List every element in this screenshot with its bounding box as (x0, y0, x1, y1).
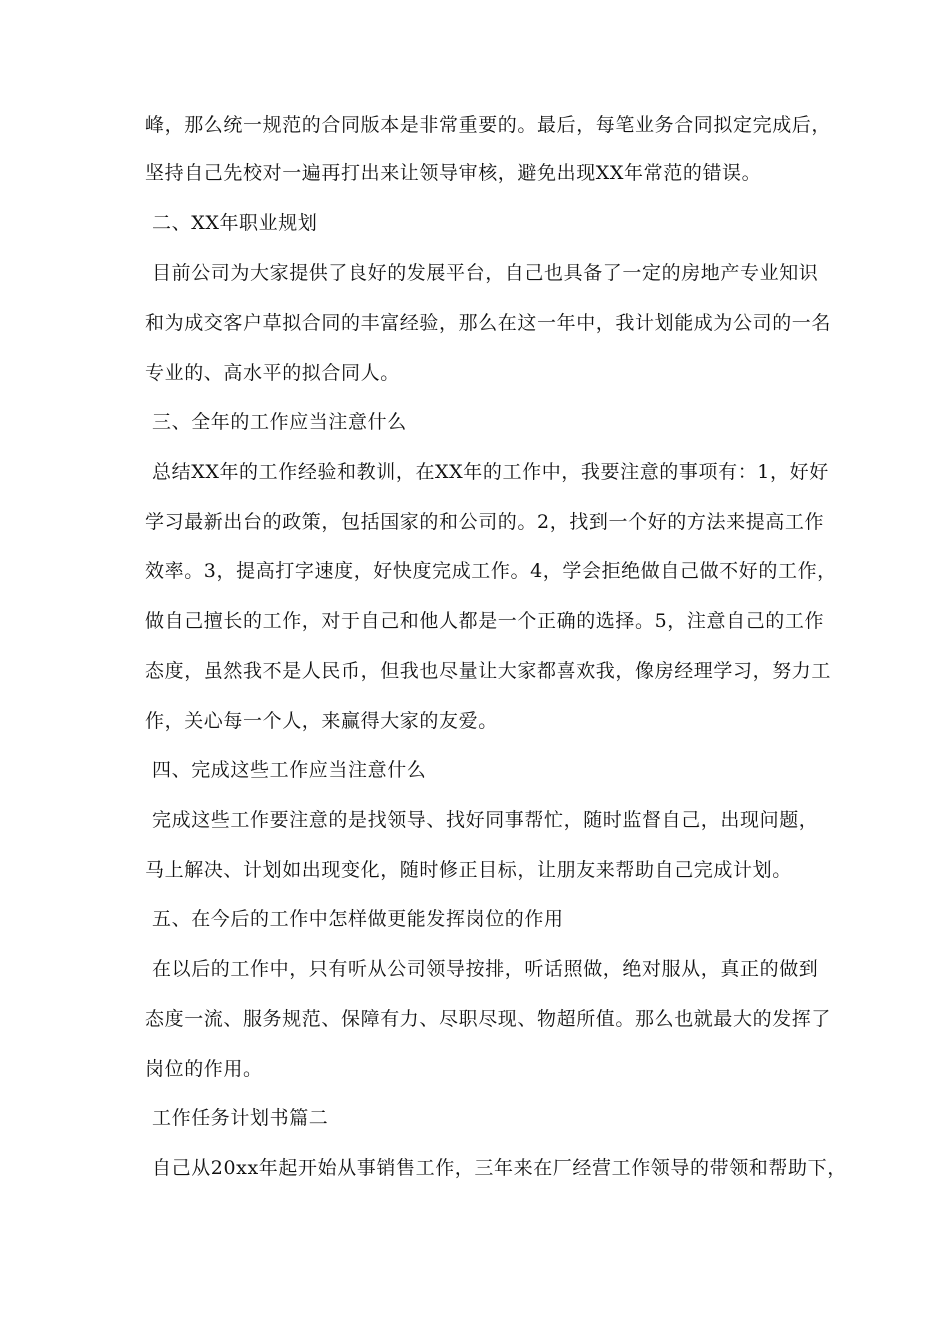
section-heading: 二、XX年职业规划 (152, 212, 318, 234)
paragraph-line: 态度，虽然我不是人民币，但我也尽量让大家都喜欢我，像房经理学习，努力工 (145, 660, 832, 682)
paragraph-line: 目前公司为大家提供了良好的发展平台，自己也具备了一定的房地产专业知识 (152, 262, 819, 284)
section-heading: 五、在今后的工作中怎样做更能发挥岗位的作用 (152, 908, 564, 930)
section-heading: 工作任务计划书篇二 (152, 1107, 329, 1129)
paragraph-line: 坚持自己先校对一遍再打出来让领导审核，避免出现XX年常范的错误。 (145, 162, 762, 184)
paragraph-line: 学习最新出台的政策，包括国家的和公司的。2，找到一个好的方法来提高工作 (145, 511, 825, 533)
paragraph-line: 专业的、高水平的拟合同人。 (145, 362, 400, 384)
paragraph-line: 自己从20xx年起开始从事销售工作，三年来在厂经营工作领导的带领和帮助下， (152, 1157, 847, 1179)
paragraph-line: 作，关心每一个人，来赢得大家的友爱。 (145, 710, 498, 732)
paragraph-line: 做自己擅长的工作，对于自己和他人都是一个正确的选择。5，注意自己的工作 (145, 610, 825, 632)
section-heading: 四、完成这些工作应当注意什么 (152, 759, 427, 781)
section-heading: 三、全年的工作应当注意什么 (152, 411, 407, 433)
paragraph-line: 效率。3，提高打字速度，好快度完成工作。4，学会拒绝做自己做不好的工作， (145, 560, 837, 582)
paragraph-line: 态度一流、服务规范、保障有力、尽职尽现、物超所值。那么也就最大的发挥了 (145, 1008, 832, 1030)
paragraph-line: 峰，那么统一规范的合同版本是非常重要的。最后，每笔业务合同拟定完成后， (145, 114, 832, 136)
paragraph-line: 岗位的作用。 (145, 1058, 263, 1080)
paragraph-line: 总结XX年的工作经验和教训，在XX年的工作中，我要注意的事项有：1，好好 (152, 461, 829, 483)
paragraph-line: 和为成交客户草拟合同的丰富经验，那么在这一年中，我计划能成为公司的一名 (145, 312, 832, 334)
paragraph-line: 在以后的工作中，只有听从公司领导按排，听话照做，绝对服从，真正的做到 (152, 958, 819, 980)
paragraph-line: 完成这些工作要注意的是找领导、找好同事帮忙，随时监督自己，出现问题， (152, 809, 819, 831)
paragraph-line: 马上解决、计划如出现变化，随时修正目标，让朋友来帮助自己完成计划。 (145, 859, 792, 881)
